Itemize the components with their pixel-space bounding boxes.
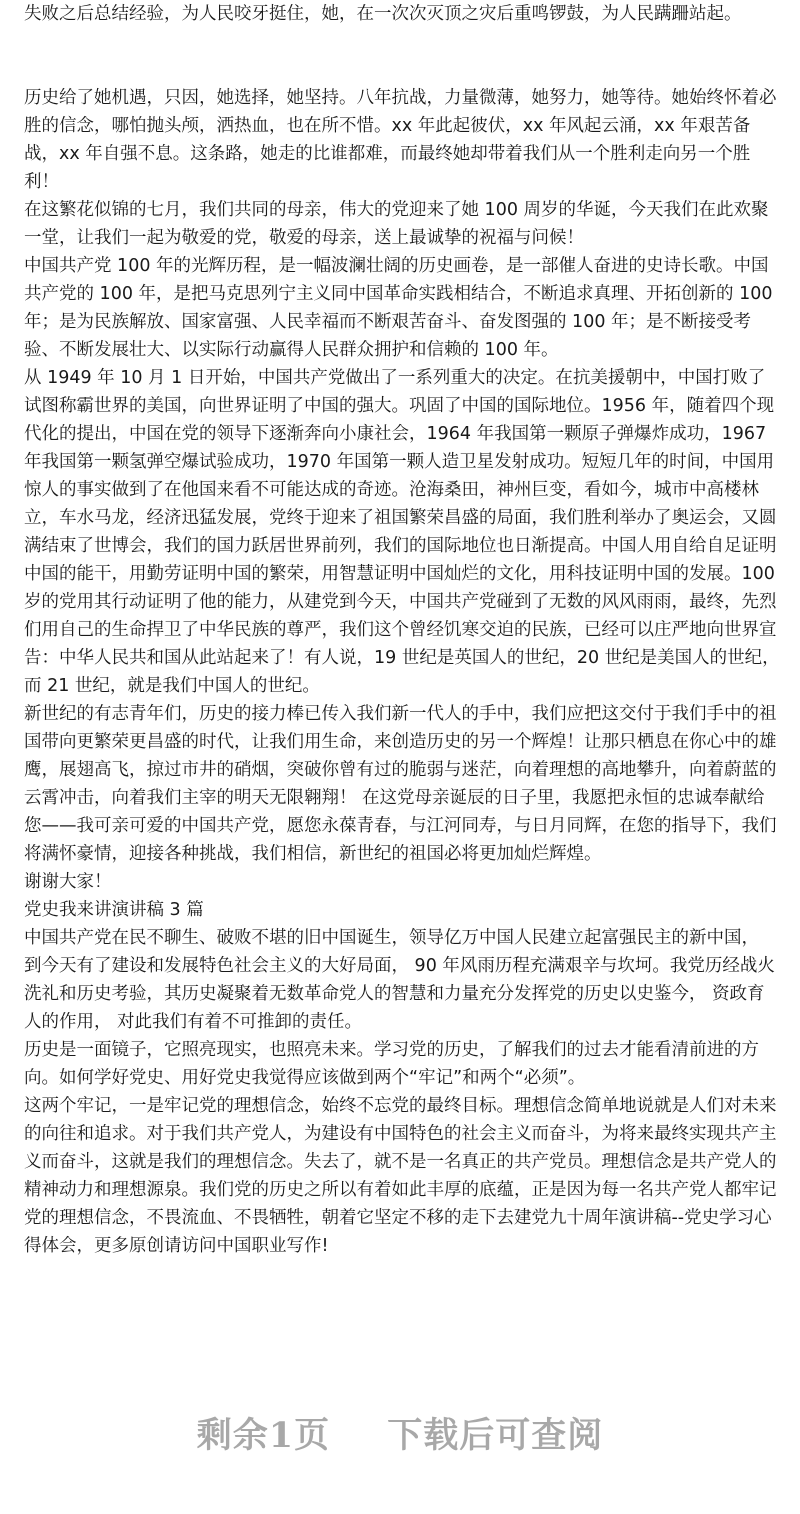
paragraph: 在这繁花似锦的七月，我们共同的母亲，伟大的党迎来了她 100 周岁的华诞，今天我们在此欢聚一堂，让我们一起为敬爱的党，敬爱的母亲，送上最诚挚的祝福与问候！ [24,200,769,248]
paragraph: 历史是一面镜子，它照亮现实，也照亮未来。学习党的历史，了解我们的过去才能看清前进的方向。如何学好党史、用好党史我觉得应该做到两个“牢记”和两个“必须”。 [24,1040,759,1088]
download-to-view-label[interactable]: 下载后可查阅 [387,1415,604,1456]
section-heading: 党史我来讲演讲稿 3 篇 [24,900,204,920]
paragraph: 历史给了她机遇，只因，她选择，她坚持。八年抗战，力量微薄，她努力，她等待。她始终怀着必胜的信念，哪怕抛头颅，洒热血，也在所不惜。xx 年此起彼伏，xx 年风起云涌，xx 年艰苦备战，xx 年自强不息。这条路，她走的比谁都难，而最终她却带着我们从一个胜利走向另一个胜利！ [24,88,777,192]
remaining-pages-label[interactable]: 剩余1页 [196,1415,331,1456]
download-banner[interactable] [0,1408,800,1458]
closing-thanks: 谢谢大家！ [24,872,112,892]
paragraph: 这两个牢记，一是牢记党的理想信念，始终不忘党的最终目标。理想信念简单地说就是人们对未来的向往和追求。对于我们共产党人，为建设有中国特色的社会主义而奋斗，为将来最终实现共产主义而奋斗，这就是我们的理想信念。失去了，就不是一名真正的共产党员。理想信念是共产党人的精神动力和理想源泉。我们党的历史之所以有着如此丰厚的底蕴，正是因为每一名共产党人都牢记党的理想信念，不畏流血、不畏牺牲，朝着它坚定不移的走下去建党九十周年演讲稿--党史学习心得体会，更多原创请访问中国职业写作! [24,1096,777,1256]
paragraph: 失败之后总结经验，为人民咬牙挺住，她，在一次次灭顶之灾后重鸣锣鼓，为人民蹒跚站起。 [24,4,742,24]
paragraph: 新世纪的有志青年们，历史的接力棒已传入我们新一代人的手中，我们应把这交付于我们手中的祖国带向更繁荣更昌盛的时代，让我们用生命，来创造历史的另一个辉煌！让那只栖息在你心中的雄鹰，展翅高飞，掠过市井的硝烟，突破你曾有过的脆弱与迷茫，向着理想的高地攀升，向着蔚蓝的云霄冲击，向着我们主宰的明天无限翱翔！ 在这党母亲诞辰的日子里，我愿把永恒的忠诚奉献给您——我可亲可爱的中国共产党，愿您永葆青春，与江河同寿，与日月同辉，在您的指导下，我们将满怀豪情，迎接各种挑战，我们相信，新世纪的祖国必将更加灿烂辉煌。 [24,704,777,864]
paragraph: 中国共产党 100 年的光辉历程，是一幅波澜壮阔的历史画卷，是一部催人奋进的史诗长歌。中国共产党的 100 年，是把马克思列宁主义同中国革命实践相结合，不断追求真理、开拓创新的 100 年；是为民族解放、国家富强、人民幸福而不断艰苦奋斗、奋发图强的 100 年；是不断接受考验、不断发展壮大、以实际行动赢得人民群众拥护和信赖的 100 年。 [24,256,773,360]
paragraph: 中国共产党在民不聊生、破败不堪的旧中国诞生，领导亿万中国人民建立起富强民主的新中国， 到今天有了建设和发展特色社会主义的大好局面， 90 年风雨历程充满艰辛与坎坷。我党历经战火洗礼和历史考验，其历史凝聚着无数革命党人的智慧和力量充分发挥党的历史以史鉴今， 资政育人的作用， 对此我们有着不可推卸的责任。 [24,928,775,1032]
document-body [24,0,780,1260]
paragraph: 从 1949 年 10 月 1 日开始，中国共产党做出了一系列重大的决定。在抗美援朝中，中国打败了试图称霸世界的美国，向世界证明了中国的强大。巩固了中国的国际地位。1956 年，随着四个现代化的提出，中国在党的领导下逐渐奔向小康社会，1964 年我国第一颗原子弹爆炸成功，1967 年我国第一颗氢弹空爆试验成功，1970 年国第一颗人造卫星发射成功。短短几年的时间，中国用惊人的事实做到了在他国来看不可能达成的奇迹。沧海桑田，神州巨变，看如今，城市中高楼林立，车水马龙，经济迅猛发展，党终于迎来了祖国繁荣昌盛的局面，我们胜利举办了奥运会，又圆满结束了世博会，我们的国力跃居世界前列，我们的国际地位也日渐提高。中国人用自给自足证明中国的能干，用勤劳证明中国的繁荣，用智慧证明中国灿烂的文化，用科技证明中国的发展。100 岁的党用其行动证明了他的能力，从建党到今天，中国共产党碰到了无数的风风雨雨，最终，先烈们用自己的生命捍卫了中华民族的尊严，我们这个曾经饥寒交迫的民族，已经可以庄严地向世界宣告：中华人民共和国从此站起来了！有人说，19 世纪是英国人的世纪，20 世纪是美国人的世纪，而 21 世纪，就是我们中国人的世纪。 [24,368,780,696]
